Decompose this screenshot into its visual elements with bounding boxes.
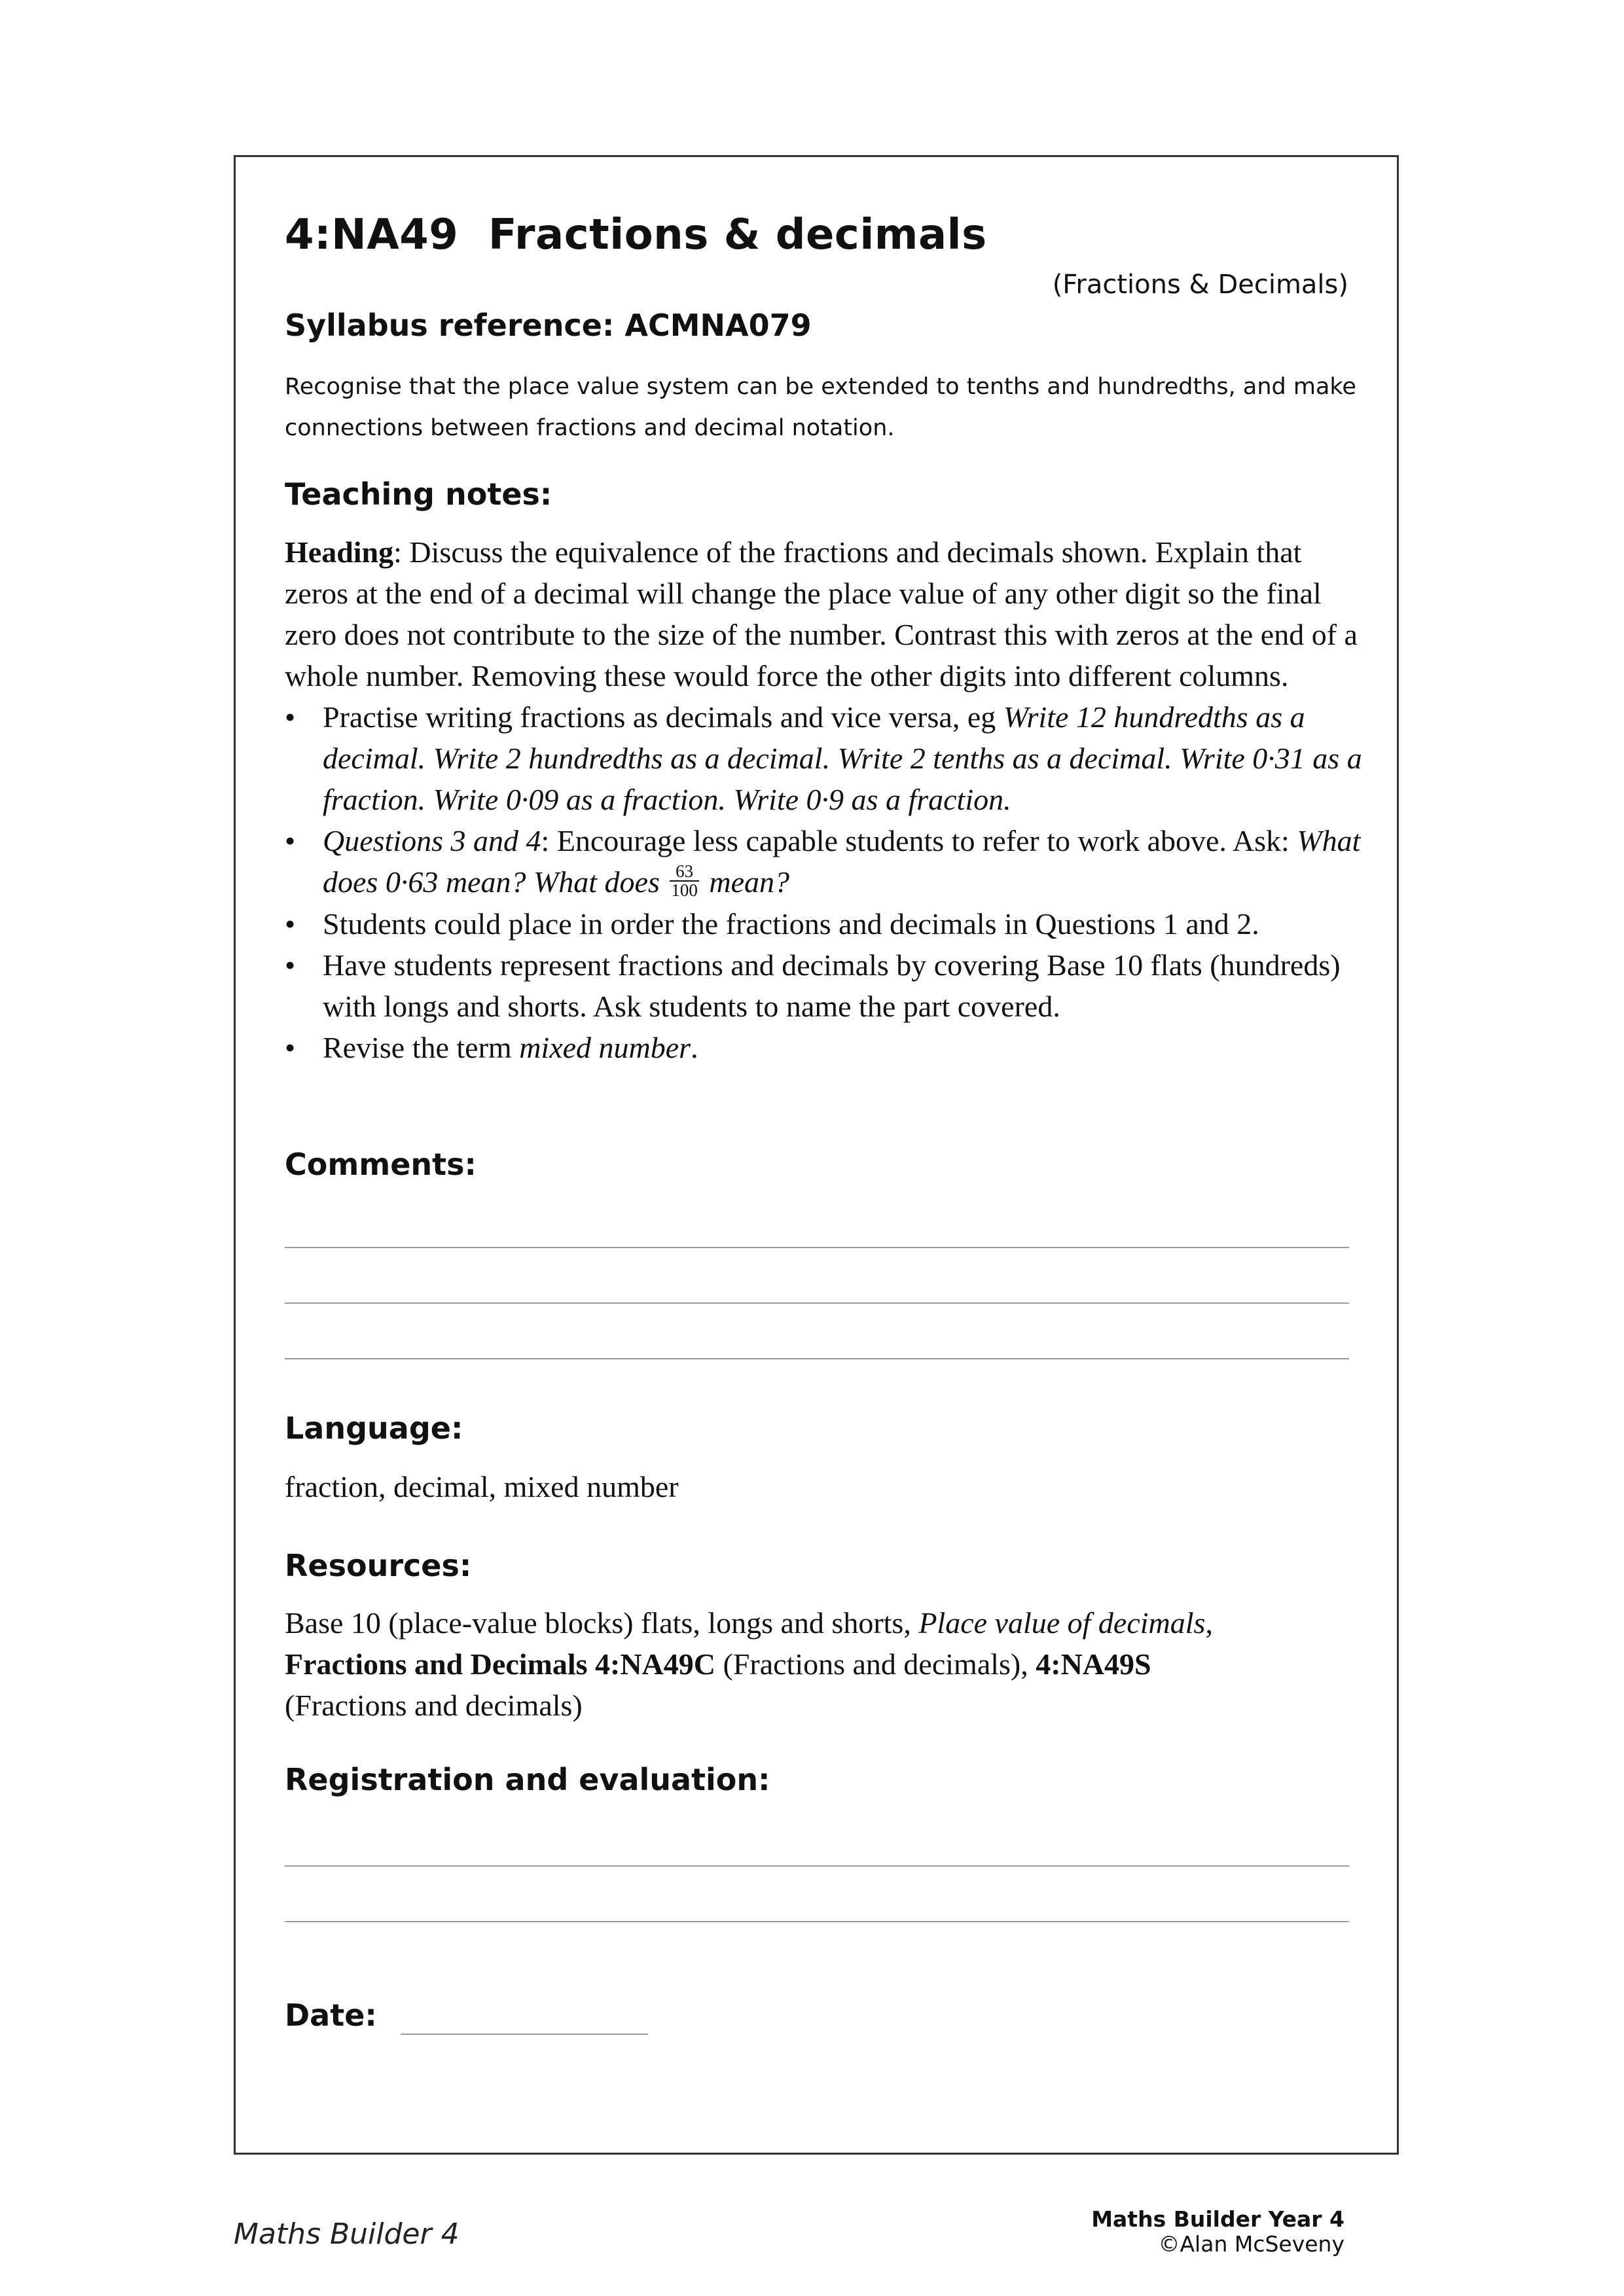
teaching-notes-list xyxy=(285,696,1365,1068)
date-field-line[interactable] xyxy=(401,2034,648,2035)
heading-note-paragraph xyxy=(285,531,1365,696)
list-item: • Questions 3 and 4: Encourage less capable students to refer to work above. Ask: What does 0·63 mean? What does $\frac{63}{100}$ mean? xyxy=(285,820,1365,903)
footer-series: Maths Builder Year 4 xyxy=(1091,2206,1344,2232)
comments-line-3[interactable] xyxy=(285,1358,1349,1359)
date-label: Date: xyxy=(285,1998,377,2033)
example-text: Write 12 hundredths as a decimal. Write 2 hundredths as a decimal. Write 2 tenths as a decimal. Write 0·31 as a fraction. Write 0·09 as a fraction. Write 0·9 as a fraction. xyxy=(323,700,1362,816)
footer-copyright: ©Alan McSeveny xyxy=(1158,2231,1344,2257)
registration-line-2[interactable] xyxy=(285,1921,1349,1922)
fraction-63-100: $\frac{63}{100}$ xyxy=(671,861,698,901)
registration-line-1[interactable] xyxy=(285,1865,1349,1867)
heading-note-label: Heading xyxy=(285,535,394,569)
comments-line-2[interactable] xyxy=(285,1302,1349,1304)
page-subtitle: (Fractions & Decimals) xyxy=(1052,270,1348,300)
teaching-notes-body xyxy=(285,531,1365,1068)
list-item: • Students could place in order the fractions and decimals in Questions 1 and 2. xyxy=(285,903,1365,944)
registration-heading: Registration and evaluation: xyxy=(285,1762,770,1797)
list-item: • Have students represent fractions and decimals by covering Base 10 flats (hundreds) with longs and shorts. Ask students to name the part covered. xyxy=(285,944,1365,1027)
language-heading: Language: xyxy=(285,1410,463,1446)
heading-note-text: : Discuss the equivalence of the fractions and decimals shown. Explain that zeros at the end of a decimal will change the place value of any other digit so the final zero does not contribute to the size of the number. Contrast this with zeros at the end of a whole number. Removing these would force the other digits into different columns. xyxy=(285,535,1358,692)
syllabus-description: Recognise that the place value system can be extended to tenths and hundredths, and make connections between fractions and decimal notation. xyxy=(285,374,1356,441)
page-title: 4:NA49 Fractions & decimals xyxy=(285,211,987,259)
footer-book-name: Maths Builder 4 xyxy=(234,2217,460,2251)
resources-heading: Resources: xyxy=(285,1548,472,1583)
teaching-notes-heading: Teaching notes: xyxy=(285,476,552,512)
list-item: • Revise the term mixed number. xyxy=(285,1027,1365,1068)
comments-line-1[interactable] xyxy=(285,1247,1349,1248)
footer-credit xyxy=(1091,2207,1344,2257)
comments-heading: Comments: xyxy=(285,1147,477,1182)
resources-text: Base 10 (place-value blocks) flats, longs and shorts, Place value of decimals, Fractions and Decimals 4:NA49C (Fractions and decimals), 4:NA49S (Fractions and decimals) xyxy=(285,1606,1213,1722)
syllabus-heading: Syllabus reference: ACMNA079 xyxy=(285,308,812,343)
list-item: • Practise writing fractions as decimals and vice versa, eg Write 12 hundredths as a decimal. Write 2 hundredths as a decimal. Write 2 tenths as a decimal. Write 0·31 as a fraction. Write 0·09 as a fraction. Write 0·9 as a fraction. xyxy=(285,696,1365,820)
language-text: fraction, decimal, mixed number xyxy=(285,1470,679,1503)
